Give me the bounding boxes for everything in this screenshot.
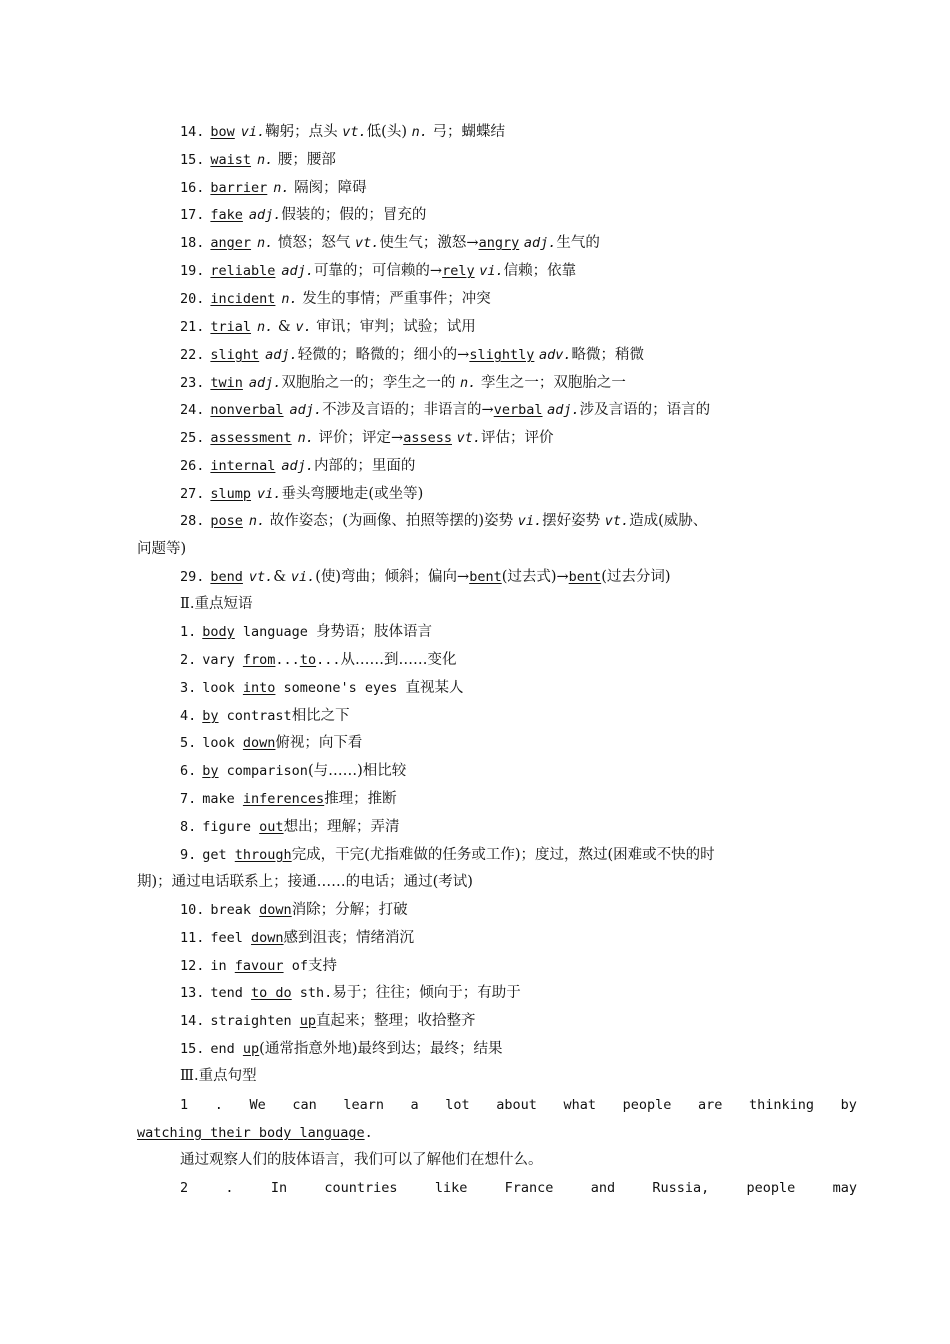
vocab-item <box>180 150 820 170</box>
english-text: make <box>202 791 243 807</box>
chinese-text: 弓；蝴蝶结 <box>427 124 505 140</box>
underlined-answer: up <box>299 1013 317 1029</box>
chinese-text: 评估；评价 <box>480 430 554 446</box>
english-text: figure <box>202 819 260 835</box>
part-of-speech: adj. <box>248 207 282 223</box>
sentence-word: about <box>496 1097 537 1113</box>
phrase-item <box>180 761 820 781</box>
vocab-item <box>180 484 820 504</box>
item-number: 5. <box>180 735 197 751</box>
vocab-item <box>180 345 820 365</box>
chinese-text: (与……)相比较 <box>307 763 407 779</box>
item-number: 7. <box>180 791 197 807</box>
part-of-speech: n. <box>411 124 428 140</box>
sentence-word: a <box>410 1097 419 1113</box>
part-of-speech: n. <box>257 152 274 168</box>
sentence-word: countries <box>324 1180 398 1196</box>
english-text: look <box>202 680 243 696</box>
chinese-text: 想出；理解；弄清 <box>283 819 400 835</box>
vocab-word: twin <box>210 375 243 391</box>
part-of-speech: n. <box>257 235 274 251</box>
item-number: 23. <box>180 375 205 391</box>
sentence-word: We <box>249 1097 266 1113</box>
underlined-answer: favour <box>234 958 284 974</box>
chinese-text: 评价；评定→ <box>313 430 404 446</box>
chinese-text: 涉及言语的；语言的 <box>579 402 711 418</box>
vocab-item <box>180 289 820 309</box>
sentence-2-line <box>180 1178 857 1198</box>
underlined-answer: out <box>259 819 284 835</box>
chinese-text: (通常指意外地)最终到达；最终；结果 <box>259 1041 503 1057</box>
underlined-answer: from <box>242 652 276 668</box>
phrase-item <box>180 678 820 698</box>
underlined-answer: into <box>242 680 276 696</box>
chinese-text: 完成，干完(尤指难做的任务或工作)；度过，熬过(困难或不快的时 <box>291 847 715 863</box>
chinese-text: 从……到……变化 <box>340 652 457 668</box>
vocab-item <box>180 261 820 281</box>
phrase-item <box>180 928 820 948</box>
english-text: ... <box>316 652 341 668</box>
english-text: someone's eyes <box>275 680 406 696</box>
chinese-text: (过去分词) <box>601 569 671 585</box>
item-number: 28. <box>180 513 205 529</box>
phrase-item <box>180 1011 820 1031</box>
item-number: 15. <box>180 152 205 168</box>
sentence-word: what <box>563 1097 597 1113</box>
english-text: comparison <box>218 763 308 779</box>
vocab-word: bend <box>210 569 243 585</box>
section-title-phrases: Ⅱ.重点短语 <box>180 596 253 612</box>
phrase-9-continuation: 期)；通过电话联系上；接通……的电话；通过(考试) <box>137 874 473 890</box>
chinese-text: 可靠的；可信赖的→ <box>313 263 443 279</box>
underlined-answer: inferences <box>242 791 325 807</box>
item-number: 11. <box>180 930 205 946</box>
underlined-answer: assess <box>403 430 452 446</box>
part-of-speech: n. <box>460 375 477 391</box>
chinese-text: 孪生之一；双胞胎之一 <box>476 375 626 391</box>
item-number: 2. <box>180 652 197 668</box>
phrase-item <box>180 622 820 642</box>
item-number: 14. <box>180 1013 205 1029</box>
item-number: 21. <box>180 319 205 335</box>
chinese-text: 内部的；里面的 <box>313 458 416 474</box>
part-of-speech: n. <box>297 430 314 446</box>
sentence-word: lot <box>445 1097 470 1113</box>
phrase-item <box>180 650 820 670</box>
sentence-word: and <box>590 1180 616 1196</box>
sentence-word: are <box>697 1097 723 1113</box>
part-of-speech: adj. <box>281 458 314 474</box>
part-of-speech: n. <box>248 513 266 529</box>
vocab-word: incident <box>210 291 276 307</box>
item-number: 15. <box>180 1041 205 1057</box>
underlined-answer: down <box>242 735 276 751</box>
english-text: break <box>210 902 260 918</box>
part-of-speech: adv. <box>538 347 572 363</box>
underlined-answer: angry <box>478 235 520 251</box>
vocab-item <box>180 511 820 531</box>
part-of-speech: vi. <box>290 569 316 585</box>
underlined-answer: by <box>202 763 219 779</box>
item-number: 1. <box>180 624 197 640</box>
sentence-1-underlined: watching their body language <box>137 1125 365 1141</box>
part-of-speech: adj. <box>547 402 580 418</box>
phrase-item <box>180 983 820 1003</box>
phrase-item <box>180 817 820 837</box>
chinese-text: 审讯；审判；试验；试用 <box>311 319 476 335</box>
vocab-word: bow <box>210 124 235 140</box>
item-number: 12. <box>180 958 205 974</box>
sentence-word: people <box>622 1097 672 1113</box>
item-number: 29. <box>180 569 205 585</box>
item-number: 19. <box>180 263 205 279</box>
vocab-item <box>180 456 820 476</box>
chinese-text: 消除；分解；打破 <box>291 902 408 918</box>
chinese-text: 信赖；依靠 <box>503 263 577 279</box>
underlined-answer: up <box>242 1041 260 1057</box>
english-text: of <box>283 958 308 974</box>
underlined-answer: verbal <box>493 402 543 418</box>
english-text: get <box>202 847 235 863</box>
underlined-answer: to do <box>251 985 292 1001</box>
phrase-item <box>180 845 820 865</box>
chinese-text: 垂头弯腰地走(或坐等) <box>281 486 424 502</box>
chinese-text: 故作姿态；(为画像、拍照等摆的)姿势 <box>265 513 518 529</box>
item-number: 22. <box>180 347 205 363</box>
vocab-item <box>180 178 820 198</box>
part-of-speech: n. <box>257 319 274 335</box>
part-of-speech: adj. <box>523 235 557 251</box>
chinese-text: 造成(威胁、 <box>629 513 708 529</box>
vocab-word: trial <box>210 319 252 335</box>
chinese-text: 摆好姿势 <box>542 513 605 529</box>
vocab-word: nonverbal <box>210 402 284 418</box>
english-text: look <box>202 735 243 751</box>
part-of-speech: adj. <box>289 402 323 418</box>
sentence-word: learn <box>343 1097 384 1113</box>
sentence-word: . <box>214 1097 223 1113</box>
chinese-text: 推理；推断 <box>324 791 397 807</box>
chinese-text: 身势语；肢体语言 <box>316 624 433 640</box>
english-text: tend <box>210 985 252 1001</box>
underlined-answer: body <box>202 624 235 640</box>
item-number: 10. <box>180 902 205 918</box>
phrase-item <box>180 706 820 726</box>
item-number: 4. <box>180 708 197 724</box>
underlined-answer: down <box>251 930 284 946</box>
sentence-word: thinking <box>748 1097 814 1113</box>
underlined-answer: through <box>234 847 292 863</box>
vocab-item <box>180 233 820 253</box>
sentence-1-period: . <box>364 1125 373 1141</box>
chinese-text: 轻微的；略微的；细小的→ <box>297 347 470 363</box>
part-of-speech: vt. <box>355 235 380 251</box>
item-number: 8. <box>180 819 197 835</box>
english-text: in <box>210 958 235 974</box>
sentence-word: can <box>292 1097 317 1113</box>
chinese-text: 支持 <box>307 958 337 974</box>
sentence-word: . <box>225 1180 234 1196</box>
part-of-speech: vi. <box>479 263 504 279</box>
vocab-word: reliable <box>210 263 276 279</box>
vocab-item <box>180 122 820 142</box>
chinese-text: 发生的事情；严重事件；冲突 <box>297 291 491 307</box>
underlined-answer: by <box>202 708 219 724</box>
vocab-item <box>180 400 820 420</box>
chinese-text: (过去式)→ <box>501 569 569 585</box>
chinese-text: 腰；腰部 <box>273 152 336 168</box>
phrase-item <box>180 733 820 753</box>
part-of-speech: adj. <box>265 347 298 363</box>
chinese-text: 假装的；假的；冒充的 <box>281 207 427 223</box>
vocab-item <box>180 567 820 587</box>
section-title-sentences: Ⅲ.重点句型 <box>180 1068 257 1084</box>
chinese-text: & <box>273 569 291 585</box>
sentence-word: like <box>434 1180 468 1196</box>
chinese-text: 隔阂；障碍 <box>289 180 367 196</box>
item-number: 26. <box>180 458 205 474</box>
chinese-text: 双胞胎之一的；孪生之一的 <box>281 375 461 391</box>
phrase-item <box>180 789 820 809</box>
vocab-item <box>180 317 820 337</box>
part-of-speech: vi. <box>517 513 543 529</box>
chinese-text: 直视某人 <box>405 680 464 696</box>
vocab-word: internal <box>210 458 276 474</box>
english-text: vary <box>202 652 243 668</box>
part-of-speech: vi. <box>257 486 282 502</box>
sentence-word: In <box>270 1180 288 1196</box>
english-text: sth. <box>291 985 333 1001</box>
underlined-answer: slightly <box>469 347 535 363</box>
chinese-text: 略微；稍微 <box>571 347 644 363</box>
chinese-text: (使)弯曲；倾斜；偏向→ <box>315 569 470 585</box>
vocab-item <box>180 205 820 225</box>
sentence-word: may <box>832 1180 857 1196</box>
item-number: 17. <box>180 207 205 223</box>
english-text: feel <box>210 930 252 946</box>
pose-continuation: 问题等) <box>137 541 187 557</box>
sentence-1-continuation <box>137 1123 777 1143</box>
part-of-speech: vt. <box>248 569 274 585</box>
vocab-word: anger <box>210 235 252 251</box>
english-text: ... <box>275 652 300 668</box>
sentence-1-translation: 通过观察人们的肢体语言，我们可以了解他们在想什么。 <box>180 1152 543 1168</box>
chinese-text: 低(头) <box>366 124 412 140</box>
part-of-speech: vt. <box>456 430 481 446</box>
chinese-text: 直起来；整理；收拾整齐 <box>316 1013 476 1029</box>
sentence-1-line <box>180 1095 857 1115</box>
chinese-text: 相比之下 <box>291 708 350 724</box>
part-of-speech: adj. <box>281 263 314 279</box>
part-of-speech: vi. <box>240 124 266 140</box>
sentence-word: 1 <box>180 1097 189 1113</box>
item-number: 16. <box>180 180 205 196</box>
underlined-answer: to <box>299 652 317 668</box>
item-number: 24. <box>180 402 205 418</box>
phrase-item <box>180 956 820 976</box>
vocab-item <box>180 428 820 448</box>
english-text: straighten <box>210 1013 300 1029</box>
item-number: 27. <box>180 486 205 502</box>
item-number: 25. <box>180 430 205 446</box>
underlined-answer: bent <box>568 569 602 585</box>
chinese-text: 易于；往往；倾向于；有助于 <box>332 985 521 1001</box>
chinese-text: 生气的 <box>556 235 600 251</box>
vocab-word: barrier <box>210 180 268 196</box>
underlined-answer: bent <box>469 569 502 585</box>
sentence-word: France <box>504 1180 554 1196</box>
chinese-text: 不涉及言语的；非语言的→ <box>322 402 494 418</box>
vocab-item <box>180 373 820 393</box>
item-number: 14. <box>180 124 205 140</box>
phrase-item <box>180 1039 820 1059</box>
chinese-text: 感到沮丧；情绪消沉 <box>283 930 415 946</box>
english-text: end <box>210 1041 243 1057</box>
underlined-answer: down <box>259 902 292 918</box>
phrase-item <box>180 900 820 920</box>
item-number: 6. <box>180 763 197 779</box>
sentence-word: by <box>840 1097 857 1113</box>
sentence-word: Russia, <box>652 1180 710 1196</box>
sentence-word: 2 <box>180 1180 189 1196</box>
item-number: 9. <box>180 847 197 863</box>
item-number: 3. <box>180 680 197 696</box>
item-number: 13. <box>180 985 205 1001</box>
vocab-word: pose <box>210 513 243 529</box>
part-of-speech: v. <box>295 319 312 335</box>
part-of-speech: n. <box>273 180 290 196</box>
chinese-text: 使生气；激怒→ <box>379 235 479 251</box>
part-of-speech: vt. <box>604 513 630 529</box>
chinese-text: 俯视；向下看 <box>275 735 363 751</box>
vocab-word: waist <box>210 152 252 168</box>
vocab-word: slight <box>210 347 260 363</box>
chinese-text: 愤怒；怒气 <box>273 235 356 251</box>
underlined-answer: rely <box>442 263 475 279</box>
english-text: contrast <box>218 708 292 724</box>
vocab-word: slump <box>210 486 252 502</box>
vocab-word: fake <box>210 207 243 223</box>
part-of-speech: n. <box>281 291 298 307</box>
chinese-text: & <box>273 319 296 335</box>
vocab-word: assessment <box>210 430 292 446</box>
item-number: 20. <box>180 291 205 307</box>
chinese-text: 鞠躬；点头 <box>265 124 343 140</box>
part-of-speech: adj. <box>248 375 282 391</box>
english-text: language <box>234 624 317 640</box>
part-of-speech: vt. <box>342 124 367 140</box>
sentence-word: people <box>746 1180 796 1196</box>
item-number: 18. <box>180 235 205 251</box>
